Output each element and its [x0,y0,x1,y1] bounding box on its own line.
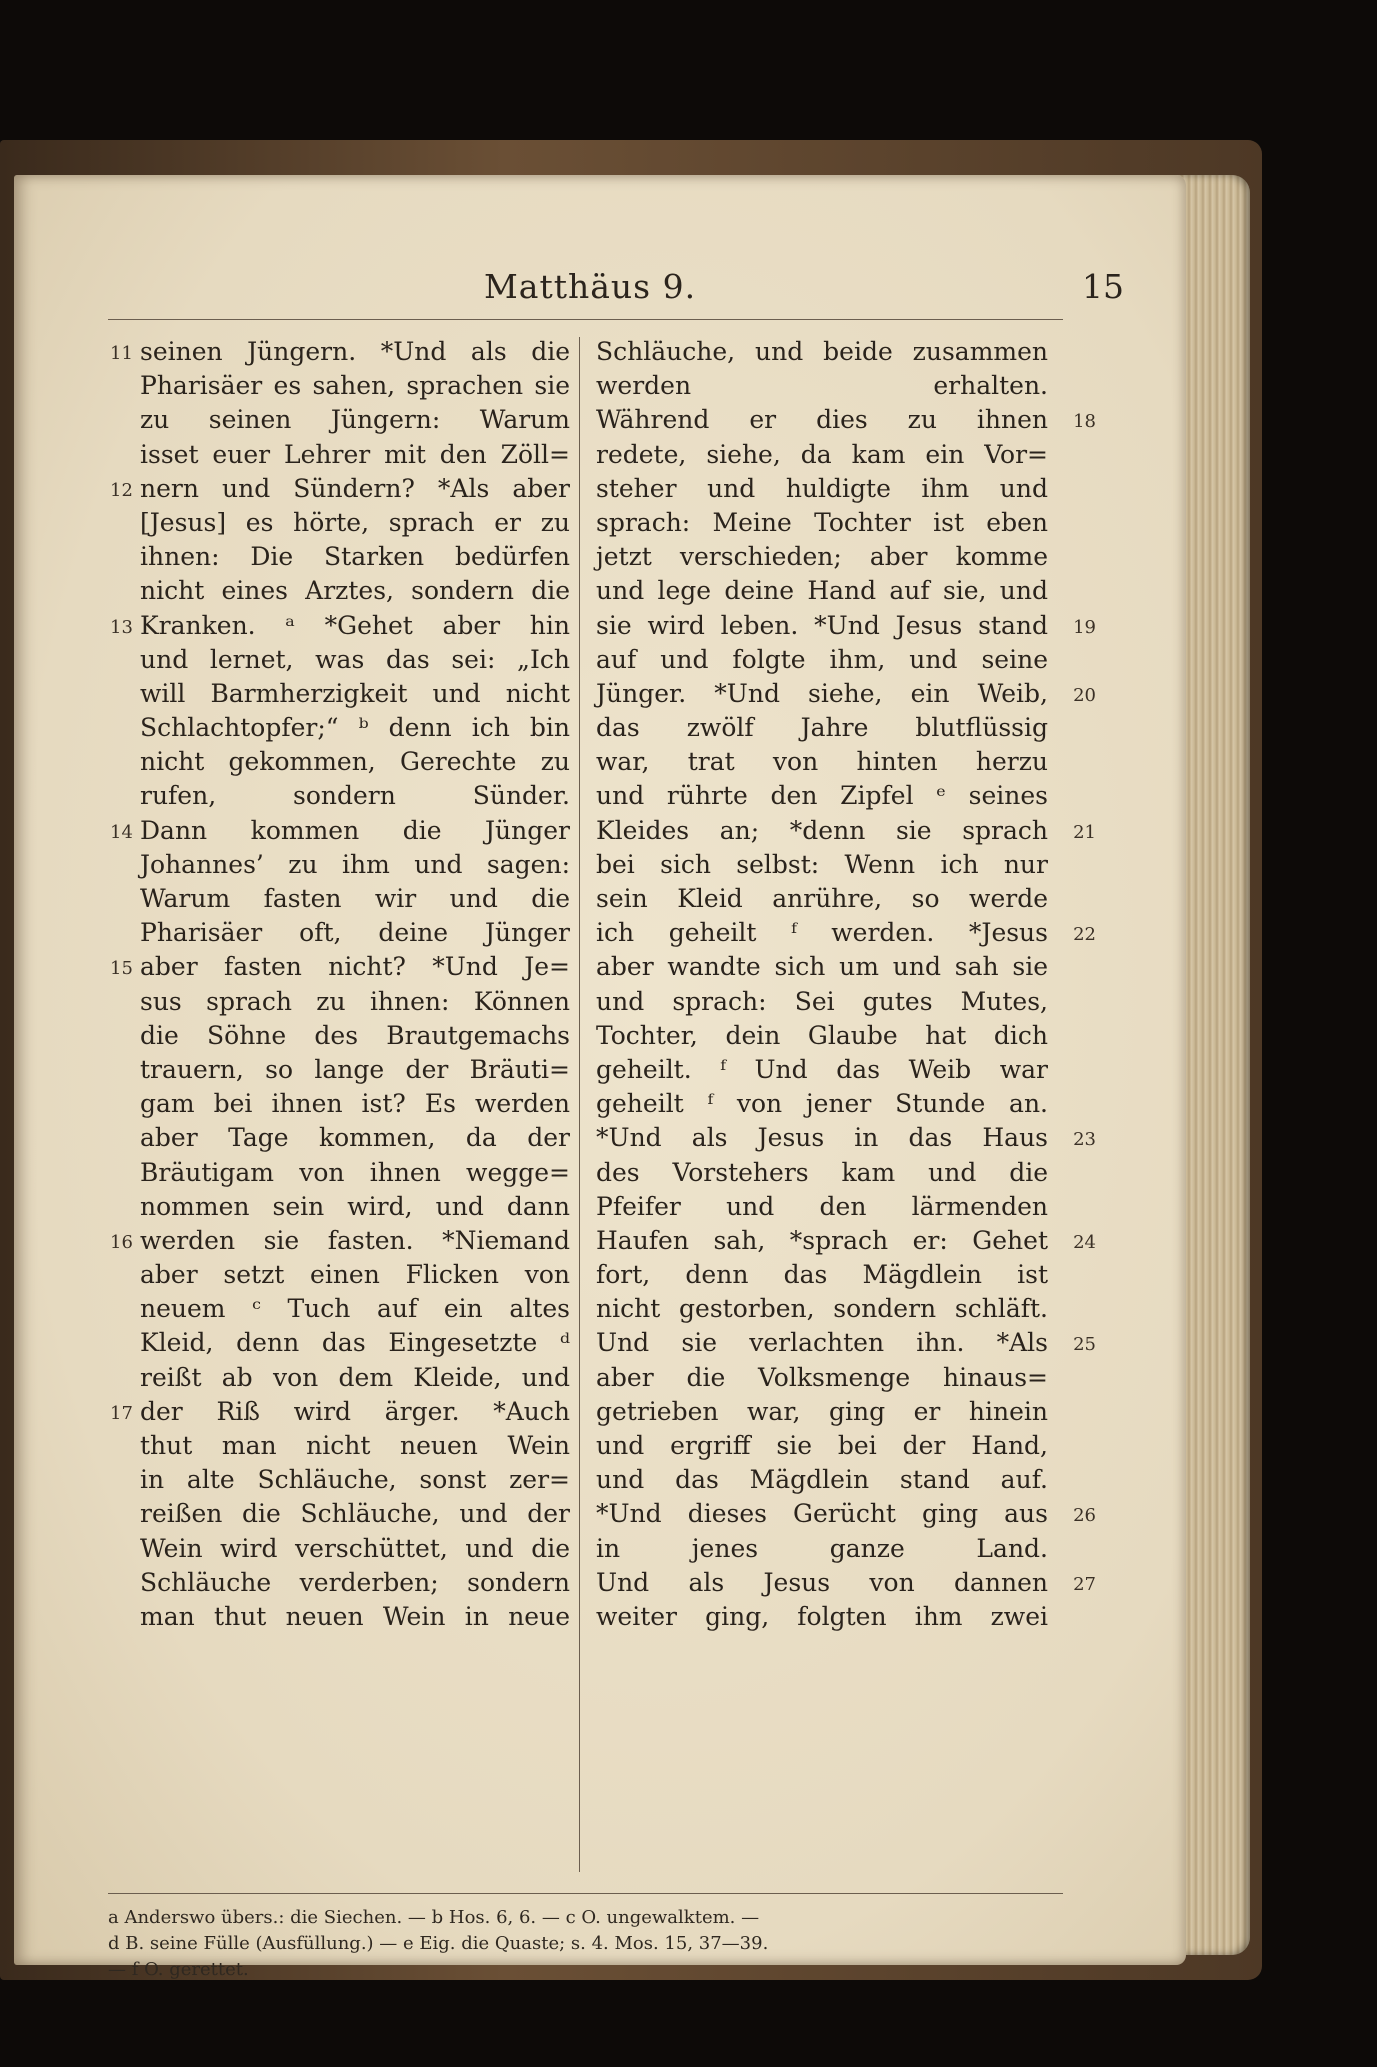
running-header-title: Matthäus 9. [484,267,697,306]
text-line [596,779,1048,813]
line-text: Kleid, denn das Eingesetzte ᵈ [140,1328,570,1358]
line-text: man thut neuen Wein in neue [140,1601,570,1631]
line-text: bei sich selbst: Wenn ich nur [596,849,1048,879]
text-line [110,950,570,984]
text-line [596,1361,1048,1395]
line-text: und das Mägdlein stand auf. [596,1465,1048,1495]
footnote-rule [108,1893,1063,1894]
line-text: nommen sein wird, und dann [140,1191,570,1221]
text-line [140,882,570,916]
line-text: nicht gestorben, sondern schläft. [596,1294,1048,1324]
text-line [140,1121,570,1155]
line-text: in alte Schläuche, sonst zer= [140,1465,570,1495]
verse-number: 19 [1073,616,1096,638]
line-text: Und als Jesus von dannen [596,1567,1048,1597]
line-text: werden erhalten. [596,371,1048,401]
text-line [140,643,570,677]
header-rule [108,319,1063,320]
text-line [140,779,570,813]
verse-number: 16 [110,1231,133,1253]
line-text: Pfeifer und den lärmenden [596,1191,1048,1221]
line-text: Bräutigam von ihnen wegge= [140,1157,570,1187]
text-line [596,1395,1048,1429]
line-text: zu seinen Jüngern: Warum [140,405,570,435]
text-line [140,574,570,608]
verse-number: 11 [110,343,133,364]
text-line [596,814,1096,848]
text-line [596,882,1048,916]
text-line [140,1463,570,1497]
line-text: sus sprach zu ihnen: Können [140,986,570,1016]
text-line [596,369,1048,403]
text-line [596,609,1096,643]
verse-number: 23 [1073,1129,1096,1151]
line-text: geheilt ᶠ von jener Stunde an. [596,1089,1048,1119]
line-text: aber wandte sich um und sah sie [596,952,1048,982]
line-text: nern und Sündern? *Als aber [140,473,570,503]
text-line [110,1395,570,1429]
line-text: und lege deine Hand auf sie, und [596,576,1048,606]
text-line [596,1600,1048,1634]
line-text: reißt ab von dem Kleide, und [140,1362,570,1392]
line-text: Haufen sah, *sprach er: Gehet [596,1225,1048,1255]
text-line [596,1326,1096,1360]
text-line [140,1600,570,1634]
text-line [596,1190,1048,1224]
text-line [110,472,570,506]
line-text: redete, siehe, da kam ein Vor= [596,439,1048,469]
verse-number: 12 [110,479,133,501]
line-text: Tochter, dein Glaube hat dich [596,1020,1048,1050]
line-text: aber Tage kommen, da der [140,1123,570,1153]
text-line [596,574,1048,608]
text-line [140,1087,570,1121]
line-text: getrieben war, ging er hinein [596,1396,1048,1426]
line-text: steher und huldigte ihm und [596,473,1048,503]
line-text: auf und folgte ihm, und seine [596,644,1048,674]
verse-number: 20 [1073,684,1096,706]
line-text: sein Kleid anrühre, so werde [596,884,1048,913]
text-line [140,403,570,437]
text-line [140,506,570,540]
text-line [140,916,570,950]
verse-number: 14 [110,821,133,843]
text-line [596,506,1048,540]
text-line [596,1224,1096,1258]
text-line [596,1087,1048,1121]
text-line [596,438,1048,472]
footnote-line: — f O. gerettet. [108,1959,249,1980]
line-text: und rührte den Zipfel ᵉ seines [596,781,1048,811]
line-text: die Söhne des Brautgemachs [140,1020,570,1050]
text-line [596,745,1048,779]
text-line [596,335,1048,369]
line-text: das zwölf Jahre blutflüssig [596,713,1048,743]
line-text: Pharisäer es sahen, sprachen sie [140,371,570,401]
text-line [140,438,570,472]
text-line [596,1497,1096,1531]
line-text: isset euer Lehrer mit den Zöll= [140,439,570,469]
line-text: Dann kommen die Jünger [140,815,570,845]
text-line [596,950,1048,984]
footnote-line: a Anderswo übers.: die Siechen. — b Hos. 6, 6. — c O. ungewalktem. — [108,1907,760,1928]
footnotes [108,1905,1063,1983]
text-line [140,1326,570,1360]
line-text: thut man nicht neuen Wein [140,1431,570,1460]
line-text: reißen die Schläuche, und der [140,1499,570,1529]
line-text: aber die Volksmenge hinaus= [596,1362,1048,1392]
line-text: Pharisäer oft, deine Jünger [140,918,570,948]
book-page [14,175,1186,1980]
line-text: neuem ᶜ Tuch auf ein altes [140,1294,570,1324]
line-text: seinen Jüngern. *Und als die [140,337,570,366]
line-text: Schläuche, und beide zusammen [596,337,1048,366]
text-line [110,814,570,848]
line-text: in jenes ganze Land. [596,1533,1048,1563]
verse-number: 18 [1073,411,1096,433]
line-text: rufen, sondern Sünder. [140,781,570,811]
verse-number: 17 [110,1402,133,1424]
line-text: Wein wird verschüttet, und die [140,1533,570,1563]
text-line [596,916,1096,950]
text-line [596,677,1096,711]
text-line [596,1292,1048,1326]
line-text: des Vorstehers kam und die [596,1157,1048,1187]
line-text: jetzt verschieden; aber komme [596,542,1048,572]
verse-number: 26 [1073,1505,1096,1527]
footnote-line: d B. seine Fülle (Ausfüllung.) — e Eig. die Quaste; s. 4. Mos. 15, 37—39. [108,1933,769,1954]
line-text: nicht gekommen, Gerechte zu [140,747,570,777]
text-line [596,1121,1096,1155]
text-line [596,403,1096,437]
text-line [140,540,570,574]
text-line [596,1532,1048,1566]
right-column [596,335,1096,1634]
line-text: weiter ging, folgten ihm zwei [596,1601,1048,1631]
line-text: Schläuche verderben; sondern [140,1567,570,1597]
text-line [140,1156,570,1190]
line-text: nicht eines Arztes, sondern die [140,576,570,606]
line-text: Warum fasten wir und die [140,884,570,913]
line-text: Kranken. ᵃ *Gehet aber hin [140,610,570,640]
text-line [596,1429,1048,1463]
text-line [140,369,570,403]
text-line [110,335,570,369]
line-text: aber setzt einen Flicken von [140,1260,570,1290]
text-line [140,1532,570,1566]
column-divider [579,337,580,1872]
line-text: Schlachtopfer;“ ᵇ denn ich bin [140,713,570,743]
text-line [596,848,1048,882]
line-text: Kleides an; *denn sie sprach [596,815,1048,845]
text-line [140,985,570,1019]
verse-number: 25 [1073,1334,1096,1356]
line-text: der Riß wird ärger. *Auch [140,1396,570,1426]
text-line [140,745,570,779]
text-line [596,1156,1048,1190]
line-text: *Und dieses Gerücht ging aus [596,1499,1048,1529]
line-text: Johannes’ zu ihm und sagen: [140,849,570,879]
line-text: und sprach: Sei gutes Mutes, [596,986,1048,1016]
line-text: Während er dies zu ihnen [596,405,1048,435]
line-text: [Jesus] es hörte, sprach er zu [140,507,570,537]
text-line [140,1258,570,1292]
line-text: trauern, so lange der Bräuti= [140,1054,570,1084]
text-line [110,609,570,643]
line-text: und lernet, was das sei: „Ich [140,644,570,674]
line-text: war, trat von hinten herzu [596,747,1048,777]
text-line [140,848,570,882]
line-text: ich geheilt ᶠ werden. *Jesus [596,918,1048,948]
text-line [140,1019,570,1053]
text-line [140,1429,570,1463]
text-line [596,472,1048,506]
text-line [596,540,1048,574]
line-text: fort, denn das Mägdlein ist [596,1260,1048,1290]
text-line [596,1019,1048,1053]
text-line [596,1053,1048,1087]
verse-number: 21 [1073,821,1096,843]
verse-number: 24 [1073,1231,1096,1253]
line-text: geheilt. ᶠ Und das Weib war [596,1054,1048,1084]
text-line [140,1292,570,1326]
line-text: Und sie verlachten ihn. *Als [596,1328,1048,1358]
line-text: *Und als Jesus in das Haus [596,1123,1048,1153]
text-line [110,1224,570,1258]
left-column [110,335,570,1634]
text-line [596,1566,1096,1600]
text-line [140,1190,570,1224]
text-line [140,677,570,711]
line-text: aber fasten nicht? *Und Je= [140,952,570,982]
text-line [596,1463,1048,1497]
verse-number: 22 [1073,924,1096,946]
page-number: 15 [1082,267,1124,306]
line-text: werden sie fasten. *Niemand [140,1225,570,1255]
line-text: und ergriff sie bei der Hand, [596,1431,1048,1460]
line-text: sie wird leben. *Und Jesus stand [596,610,1048,640]
line-text: ihnen: Die Starken bedürfen [140,542,570,572]
text-line [596,643,1048,677]
line-text: Jünger. *Und siehe, ein Weib, [596,678,1048,708]
text-line [140,1566,570,1600]
text-line [596,985,1048,1019]
text-line [596,711,1048,745]
text-line [140,1497,570,1531]
text-line [596,1258,1048,1292]
text-line [140,711,570,745]
line-text: gam bei ihnen ist? Es werden [140,1089,570,1119]
text-line [140,1361,570,1395]
text-line [140,1053,570,1087]
verse-number: 13 [110,616,133,638]
line-text: sprach: Meine Tochter ist eben [596,507,1048,537]
verse-number: 15 [110,958,133,980]
line-text: will Barmherzigkeit und nicht [140,678,570,708]
verse-number: 27 [1073,1573,1096,1595]
